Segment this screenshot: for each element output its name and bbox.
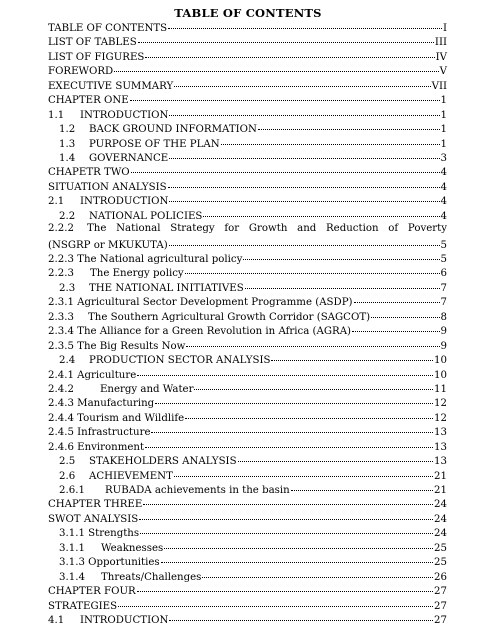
- toc-entry-number: 2.3.3: [48, 311, 74, 323]
- dot-leader: [114, 61, 438, 72]
- dot-leader: [194, 379, 433, 390]
- toc-entry-number: 1.2: [59, 124, 76, 136]
- toc-entry-label: EXECUTIVE SUMMARY: [48, 80, 174, 92]
- toc-page-number: 24: [434, 528, 447, 540]
- toc-page-number: 5: [440, 254, 447, 266]
- toc-page-number: 8: [440, 311, 447, 323]
- toc-page-number: 7: [440, 282, 447, 294]
- toc-entry-label: GOVERNANCE: [89, 152, 169, 164]
- toc-page-number: I: [442, 23, 447, 34]
- toc-page-number: 7: [440, 297, 447, 309]
- toc-entry-number: 2.4.2: [48, 383, 74, 395]
- toc-page-number: 5: [440, 239, 447, 251]
- toc-entry-number: 1.4: [59, 152, 76, 164]
- toc-entry-number: 2.3: [59, 282, 76, 294]
- toc-page-number: 13: [434, 427, 447, 439]
- toc-entry-label: 2.4.4 Tourism and Wildlife: [48, 412, 185, 424]
- dot-leader: [185, 263, 440, 274]
- toc-page-number: 10: [434, 369, 447, 381]
- toc-page-number: 4: [440, 181, 447, 193]
- toc-entry-label-continued: (NSGRP or MKUKUTA): [48, 239, 168, 251]
- toc-entry-label: STRATEGIES: [48, 600, 118, 612]
- toc-page-number: 1: [440, 124, 447, 136]
- toc-page-number: 26: [434, 571, 447, 583]
- toc-entry-label: SITUATION ANALYSIS: [48, 181, 167, 193]
- toc-entry-label: BACK GROUND INFORMATION: [89, 124, 257, 136]
- toc-entry-label: ACHIEVEMENT: [89, 470, 173, 482]
- toc-entry-label: INTRODUCTION: [80, 614, 169, 626]
- toc-page-number: 27: [434, 600, 447, 612]
- toc-entry-label: PRODUCTION SECTOR ANALYSIS: [89, 355, 271, 367]
- dot-leader: [138, 32, 434, 43]
- dot-leader: [352, 321, 439, 332]
- dot-leader: [169, 191, 439, 202]
- toc-list: [48, 20, 447, 626]
- toc-page-number: V: [439, 66, 447, 78]
- dot-leader: [354, 292, 440, 303]
- toc-page-number: IV: [435, 51, 447, 63]
- toc-page-number: 9: [440, 340, 447, 352]
- dot-leader: [164, 538, 433, 549]
- dot-leader: [174, 76, 430, 87]
- toc-entry-label: RUBADA achievements in the basin: [105, 485, 290, 497]
- dot-leader: [186, 336, 439, 347]
- toc-entry-number: 4.1: [48, 614, 65, 626]
- toc-entry-label: Energy and Water: [100, 383, 194, 395]
- toc-page-number: 13: [434, 456, 447, 468]
- toc-page-number: 12: [434, 412, 447, 424]
- toc-entry-label: The Southern Agricultural Growth Corridor (SAGCOT): [88, 311, 371, 323]
- toc-page-number: 21: [434, 470, 447, 482]
- dot-leader: [145, 437, 433, 448]
- toc-page-number: 9: [440, 326, 447, 338]
- toc-entry-label: NATIONAL POLICIES: [89, 210, 203, 222]
- toc-page-number: 25: [434, 542, 447, 554]
- toc-page-number: 13: [434, 441, 447, 453]
- toc-entry-label: 2.2.3 The National agricultural policy: [48, 254, 243, 266]
- toc-page-number: 24: [434, 513, 447, 525]
- toc-page-number: 4: [440, 210, 447, 222]
- toc-entry[interactable]: [48, 612, 447, 626]
- toc-page-number: 21: [434, 485, 447, 497]
- toc-entry-label: CHAPTER FOUR: [48, 586, 136, 598]
- dot-leader: [161, 552, 433, 563]
- toc-page-number: 12: [434, 398, 447, 410]
- toc-entry-label: INTRODUCTION: [80, 196, 169, 208]
- dot-leader: [291, 480, 433, 491]
- dot-leader: [168, 177, 440, 188]
- dot-leader: [155, 393, 433, 404]
- toc-page-number: 27: [434, 614, 447, 626]
- dot-leader: [371, 307, 439, 318]
- dot-leader: [137, 365, 433, 376]
- toc-entry-label: 2.3.4 The Alliance for a Green Revolution in Africa (AGRA): [48, 326, 352, 338]
- dot-leader: [221, 134, 440, 145]
- dot-leader: [169, 235, 440, 246]
- toc-entry-number: 2.2: [59, 210, 76, 222]
- toc-entry-label: STAKEHOLDERS ANALYSIS: [89, 456, 237, 468]
- toc-page-number: 4: [440, 167, 447, 179]
- toc-entry-label: THE NATIONAL INITIATIVES: [89, 282, 244, 294]
- toc-entry-label: Threats/Challenges: [101, 571, 202, 583]
- toc-entry-label: PURPOSE OF THE PLAN: [89, 138, 220, 150]
- toc-page-number: 3: [440, 152, 447, 164]
- toc-entry-label: 3.1.3 Opportunities: [59, 557, 160, 569]
- dot-leader: [143, 494, 433, 505]
- toc-page-number: 11: [434, 383, 447, 395]
- dot-leader: [245, 278, 440, 289]
- dot-leader: [151, 422, 433, 433]
- toc-page-number: 10: [434, 355, 447, 367]
- dot-leader: [137, 581, 433, 592]
- dot-leader: [140, 523, 433, 534]
- dot-leader: [169, 148, 439, 159]
- toc-page-number: 1: [440, 138, 447, 150]
- dot-leader: [185, 408, 433, 419]
- toc-entry-label: INTRODUCTION: [80, 109, 169, 121]
- dot-leader: [169, 610, 433, 621]
- toc-entry-number: 3.1.4: [59, 571, 85, 583]
- dot-leader: [202, 567, 433, 578]
- toc-entry-label: FOREWORD: [48, 66, 114, 78]
- dot-leader: [118, 596, 433, 607]
- page-title: TABLE OF CONTENTS: [174, 6, 322, 20]
- toc-entry-number: 2.6.1: [59, 485, 85, 497]
- toc-page-number: 24: [434, 499, 447, 511]
- dot-leader: [130, 90, 440, 101]
- toc-entry-label: 2.4.6 Environment: [48, 441, 145, 453]
- toc-entry-number: 2.1: [48, 196, 65, 208]
- toc-entry-label: SWOT ANALYSIS: [48, 513, 139, 525]
- dot-leader: [258, 119, 440, 130]
- toc-entry-label: 3.1.1 Strengths: [59, 528, 140, 540]
- toc-page-number: 1: [440, 109, 447, 121]
- toc-entry-label: 2.4.5 Infrastructure: [48, 427, 151, 439]
- toc-entry-number: 2.5: [59, 456, 76, 468]
- toc-entry-number: 2.4: [59, 355, 76, 367]
- toc-entry-label: LIST OF FIGURES: [48, 51, 145, 63]
- dot-leader: [145, 47, 434, 58]
- toc-entry-label: 2.4.1 Agriculture: [48, 369, 137, 381]
- toc-entry-label: Weaknesses: [101, 542, 164, 554]
- dot-leader: [169, 105, 439, 116]
- dot-leader: [271, 350, 433, 361]
- toc-page-number: 25: [434, 557, 447, 569]
- toc-entry-number: 1.1: [48, 109, 65, 121]
- dot-leader: [238, 451, 433, 462]
- toc-entry-number: 3.1.1: [59, 542, 85, 554]
- toc-entry[interactable]: [48, 208, 447, 222]
- dot-leader: [131, 162, 440, 173]
- toc-entry-label: 2.3.5 The Big Results Now: [48, 340, 186, 352]
- dot-leader: [243, 249, 439, 260]
- toc-page-number: VII: [431, 80, 447, 92]
- toc-page-number: 4: [440, 196, 447, 208]
- toc-page-number: 27: [434, 586, 447, 598]
- toc-entry-label: TABLE OF CONTENTS: [48, 23, 168, 34]
- toc-entry-label: 2.4.3 Manufacturing: [48, 398, 155, 410]
- dot-leader: [168, 18, 442, 29]
- toc-entry-label: 2.3.1 Agricultural Sector Development Programme (ASDP): [48, 297, 353, 309]
- toc-entry-label: The National Strategy for Growth and Reduction of Poverty: [87, 223, 447, 235]
- toc-page-number: III: [434, 37, 447, 49]
- toc-entry-number: 2.6: [59, 470, 76, 482]
- toc-page-number: 6: [440, 268, 447, 280]
- toc-page-number: 1: [440, 95, 447, 107]
- toc-entry-label: The Energy policy: [90, 268, 184, 280]
- toc-entry-label: CHAPTER THREE: [48, 499, 143, 511]
- dot-leader: [203, 206, 439, 217]
- toc-entry[interactable]: [48, 222, 447, 251]
- toc-entry-label: LIST OF TABLES: [48, 37, 137, 49]
- toc-entry-number: 2.2.3: [48, 268, 74, 280]
- dot-leader: [139, 509, 433, 520]
- toc-entry-label: CHAPTER ONE: [48, 95, 129, 107]
- toc-entry-number: 1.3: [59, 138, 76, 150]
- toc-entry-number: 2.2.2: [48, 223, 74, 235]
- toc-entry-label: CHAPETR TWO: [48, 167, 130, 179]
- dot-leader: [174, 466, 433, 477]
